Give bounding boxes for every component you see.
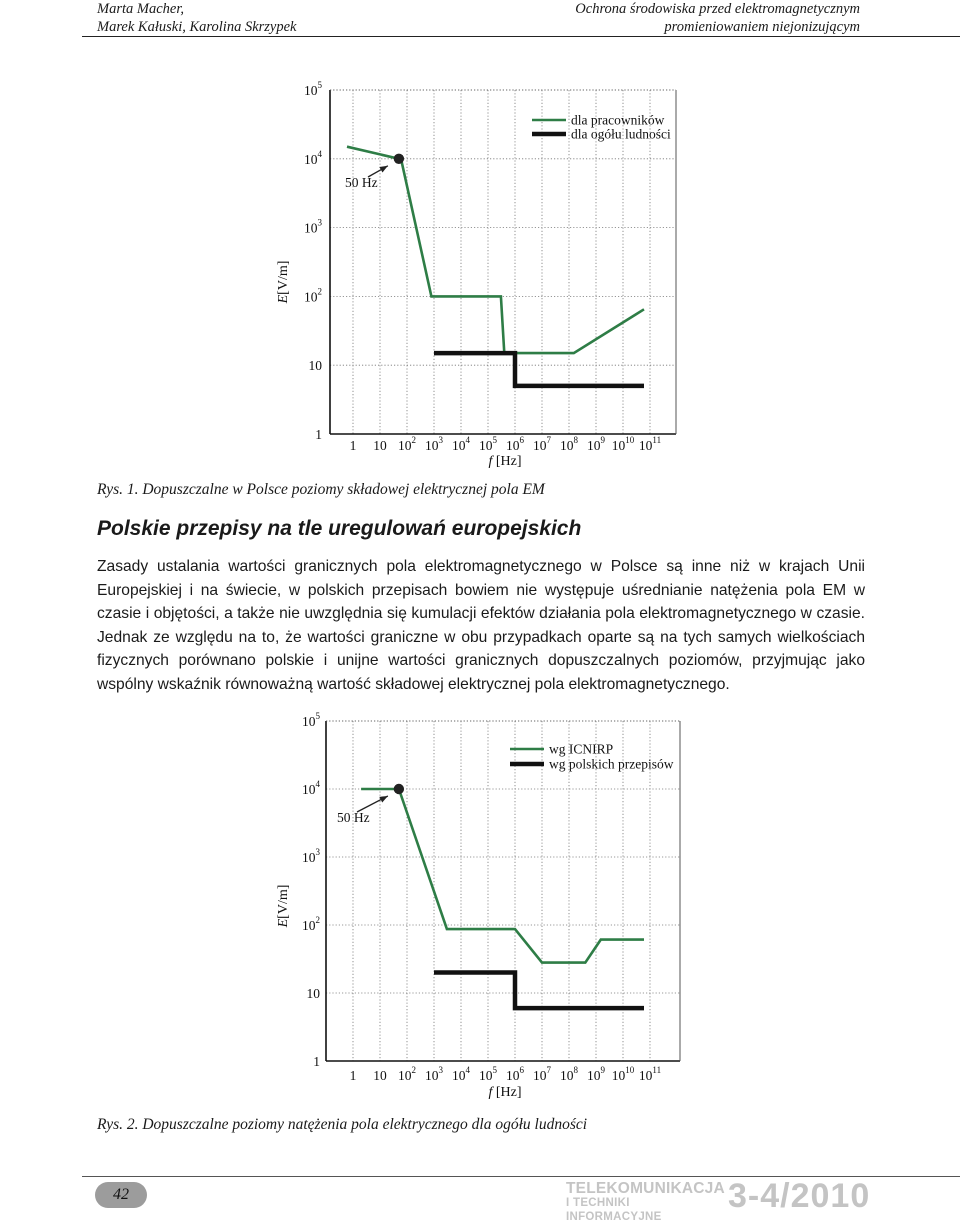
x-tick-label: $10^9$	[587, 435, 605, 453]
legend-label: wg polskich przepisów	[549, 756, 674, 772]
x-tick-label: $10^{10}$	[611, 1065, 635, 1083]
series-line-2	[434, 973, 644, 1009]
annotation-label: 50 Hz	[345, 175, 378, 190]
x-tick-label: 10	[373, 1068, 387, 1083]
annotation-arrowhead	[379, 166, 388, 173]
running-header-title	[575, 0, 860, 36]
journal-logo	[566, 1180, 725, 1224]
y-tick-label: 10	[308, 358, 322, 374]
figure-2-chart	[0, 700, 960, 1112]
x-tick-label: $10^5$	[479, 1065, 497, 1083]
figure-1-caption: Rys. 1. Dopuszczalne w Polsce poziomy składowej elektrycznej pola EM	[97, 481, 545, 498]
legend-label: dla ogółu ludności	[571, 126, 671, 142]
x-tick-label: $10^3$	[425, 435, 443, 453]
journal-issue: 3-4/2010	[728, 1177, 871, 1215]
series-line-1	[361, 789, 644, 963]
x-tick-label: $10^2$	[398, 1065, 416, 1083]
y-axis-title: E[V/m]	[276, 260, 291, 304]
figure-1-chart	[0, 70, 960, 480]
x-tick-label: $10^7$	[533, 435, 551, 453]
x-tick-label: $10^7$	[533, 1065, 551, 1083]
y-tick-label: 1	[315, 427, 322, 442]
body-paragraph: Zasady ustalania wartości granicznych pola elektromagnetycznego w Polsce są inne niż w krajach Unii Europejskiej i na świecie, w polskich przepisach bowiem nie występuje uśrednianie natężenia pola EM w czasie i objętości, a także nie uwzględnia się kumulacji efektów działania pola elektromagnetycznego w czasie. Jednak ze względu na to, że wartości graniczne w obu przypadkach oparte są na tych samych wielkościach fizycznych porównano polskie i unijne wartości granicznych dopuszczalnych poziomów, przyjmując jako wspólny wskaźnik równoważną wartość składowej elektrycznej pola elektromagnetycznego.	[97, 558, 865, 693]
journal-name-line-1: TELEKOMUNIKACJA	[566, 1180, 725, 1197]
header-rule	[82, 36, 960, 37]
x-tick-label: 1	[349, 1068, 357, 1083]
x-tick-label: $10^{11}$	[638, 1065, 662, 1083]
y-tick-label: $10^2$	[302, 915, 320, 933]
y-tick-label: $10^5$	[304, 80, 322, 98]
x-tick-label: $10^6$	[506, 435, 524, 453]
y-tick-label: $10^4$	[302, 779, 320, 797]
grid	[330, 90, 676, 434]
header-title-line-1: Ochrona środowiska przed elektromagnetycznym	[575, 1, 860, 17]
x-tick-label: $10^4$	[452, 435, 470, 453]
y-tick-label: $10^3$	[302, 847, 320, 865]
x-axis-title: f [Hz]	[488, 454, 522, 469]
annotation-arrowhead	[379, 796, 388, 803]
x-tick-label: $10^3$	[425, 1065, 443, 1083]
figure-2-caption: Rys. 2. Dopuszczalne poziomy natężenia pola elektrycznego dla ogółu ludności	[97, 1116, 588, 1133]
y-tick-label: $10^4$	[304, 148, 322, 167]
page-number-badge: 42	[95, 1182, 147, 1208]
annotation-label: 50 Hz	[337, 810, 370, 825]
x-tick-label: 10	[373, 438, 387, 453]
header-title-line-2: promieniowaniem niejonizującym	[664, 19, 860, 35]
legend	[510, 742, 674, 772]
x-tick-label: $10^{11}$	[638, 435, 662, 453]
x-tick-label: $10^9$	[587, 1065, 605, 1083]
running-header-authors	[97, 0, 296, 36]
x-tick-label: $10^5$	[479, 435, 497, 453]
header-authors-line-2: Marek Kałuski, Karolina Skrzypek	[97, 19, 297, 35]
y-tick-label: $10^5$	[302, 711, 320, 729]
marker-50hz	[394, 154, 404, 164]
x-tick-label: 1	[349, 438, 357, 453]
y-tick-label: $10^2$	[304, 286, 322, 305]
x-tick-label: $10^8$	[560, 435, 578, 453]
y-tick-label: $10^3$	[304, 217, 322, 236]
journal-name-line-2: I TECHNIKI INFORMACYJNE	[566, 1197, 662, 1223]
x-tick-label: $10^4$	[452, 1065, 470, 1083]
x-tick-label: $10^2$	[398, 435, 416, 453]
y-axis-title: E[V/m]	[276, 884, 291, 928]
legend-label: dla pracowników	[571, 112, 665, 128]
legend-label: wg ICNIRP	[549, 741, 614, 757]
y-tick-label: 10	[306, 986, 320, 1001]
x-tick-label: $10^6$	[506, 1065, 524, 1083]
x-axis-title: f [Hz]	[488, 1085, 522, 1100]
header-authors-line-1: Marta Macher,	[97, 1, 184, 17]
x-tick-label: $10^8$	[560, 1065, 578, 1083]
series-line-2	[434, 353, 644, 386]
x-tick-label: $10^{10}$	[611, 435, 635, 453]
y-tick-label: 1	[313, 1054, 320, 1069]
series-line-1	[347, 147, 644, 353]
section-title: Polskie przepisy na tle uregulowań europejskich	[97, 517, 582, 540]
legend	[532, 113, 671, 142]
marker-50hz	[394, 784, 404, 794]
